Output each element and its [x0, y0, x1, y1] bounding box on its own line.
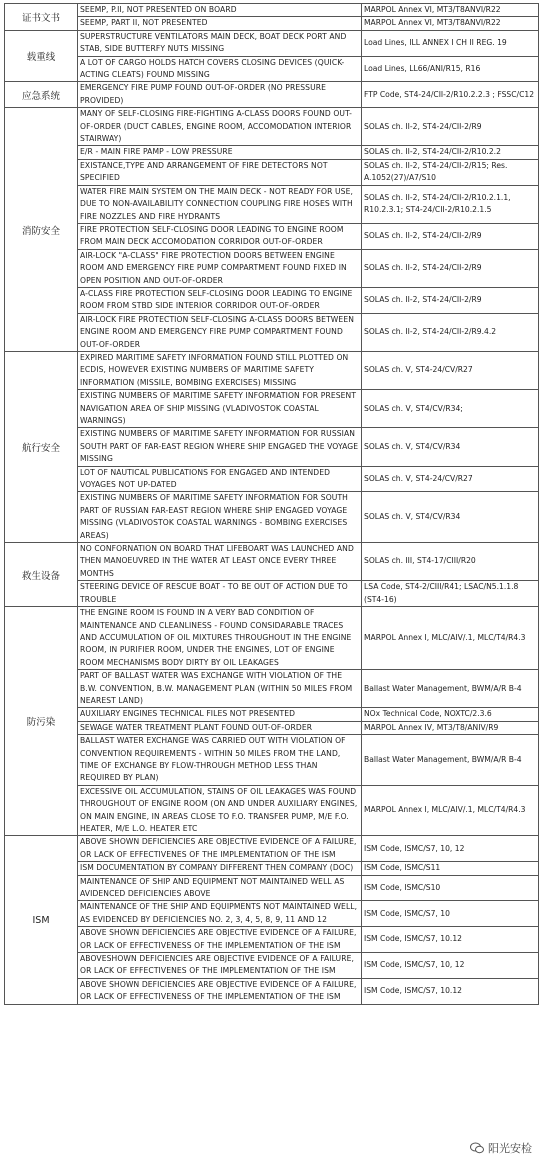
deficiency-cell: MANY OF SELF-CLOSING FIRE-FIGHTING A-CLASS DOORS FOUND OUT-OF-ORDER (DUCT CABLES, ENGINE ROOM, ACCOMODATION INTERIOR STAIRWAY)	[78, 108, 362, 146]
reference-cell: SOLAS ch. V, ST4-24/CV/R27	[362, 351, 539, 389]
reference-cell: ISM Code, ISMC/S7, 10	[362, 901, 539, 927]
reference-cell: ISM Code, ISMC/S7, 10.12	[362, 978, 539, 1004]
reference-cell: SOLAS ch. II-2, ST4-24/CII-2/R15; Res. A.1052(27)/A7/S10	[362, 159, 539, 185]
table-row	[5, 82, 539, 108]
table-row	[5, 875, 539, 901]
reference-cell: SOLAS ch. II-2, ST4-24/CII-2/R9	[362, 108, 539, 146]
deficiency-cell: STEERING DEVICE OF RESCUE BOAT - TO BE OUT OF ACTION DUE TO TROUBLE	[78, 581, 362, 607]
table-row	[5, 249, 539, 287]
deficiency-cell: MAINTENANCE OF SHIP AND EQUIPMENT NOT MAINTAINED WELL AS AVIDENCED DEFICIENCIES ABOVE	[78, 875, 362, 901]
watermark	[467, 1139, 535, 1157]
reference-cell: MARPOL Annex I, MLC/AIV/.1, MLC/T4/R4.3	[362, 785, 539, 836]
deficiency-cell: SEEMP, P.II, NOT PRESENTED ON BOARD	[78, 4, 362, 17]
category-cell: ISM	[5, 836, 78, 1004]
deficiency-cell: BALLAST WATER EXCHANGE WAS CARRIED OUT WITH VIOLATION OF CONVENTION REQUIREMENTS - WITHIN 50 MILES FROM THE LAND, TIME OF EXCHANGE BY FLOW-THROUGH METHOD LESS THAN REQUIRED BY PLAN)	[78, 735, 362, 786]
reference-cell: SOLAS ch. V, ST4/CV/R34	[362, 492, 539, 543]
table-row	[5, 223, 539, 249]
deficiency-cell: SUPERSTRUCTURE VENTILATORS MAIN DECK, BOAT DECK PORT AND STAB, SIDE BUTTERFY NUTS MISSING	[78, 30, 362, 56]
deficiency-cell: FIRE PROTECTION SELF-CLOSING DOOR LEADING TO ENGINE ROOM FROM MAIN DECK ACCOMODATION CORRIDOR OUT-OF-ORDER	[78, 223, 362, 249]
table-row	[5, 670, 539, 708]
table-row	[5, 607, 539, 670]
table-row	[5, 721, 539, 734]
deficiency-cell: EXISTING NUMBERS OF MARITIME SAFETY INFORMATION FOR SOUTH PART OF RUSSIAN FAR-EAST REGION WHERE SHIP ENGAGED VOYAGE MISSING (VLADIVOSTOK COASTAL WARNINGS - BOMBING EXERCISES AREAS)	[78, 492, 362, 543]
deficiency-table-body	[5, 4, 539, 1005]
table-row	[5, 978, 539, 1004]
deficiency-cell: ISM DOCUMENTATION BY COMPANY DIFFERENT THEN COMPANY (DOC)	[78, 862, 362, 875]
wechat-icon	[470, 1142, 484, 1154]
deficiency-cell: ABOVE SHOWN DEFICIENCIES ARE OBJECTIVE EVIDENCE OF A FAILURE, OR LACK OF EFFECTIVENES OF THE IMPLEMENTATION OF THE ISM	[78, 836, 362, 862]
reference-cell: MARPOL Annex IV, MT3/T8/ANIV/R9	[362, 721, 539, 734]
deficiency-cell: WATER FIRE MAIN SYSTEM ON THE MAIN DECK - NOT READY FOR USE, DUE TO NON-AVAILABILITY CONNECTION COUPLING FIRE HOSES WITH FIRE NOZZLES AND FIRE HYDRANTS	[78, 185, 362, 223]
table-row	[5, 785, 539, 836]
category-cell: 航行安全	[5, 351, 78, 542]
reference-cell: SOLAS ch. II-2, ST4-24/CII-2/R9	[362, 223, 539, 249]
table-row	[5, 927, 539, 953]
deficiency-cell: LOT OF NAUTICAL PUBLICATIONS FOR ENGAGED AND INTENDED VOYAGES NOT UP-DATED	[78, 466, 362, 492]
reference-cell: Ballast Water Management, BWM/A/R B-4	[362, 735, 539, 786]
table-row	[5, 390, 539, 428]
table-row	[5, 313, 539, 351]
reference-cell: SOLAS ch. II-2, ST4-24/CII-2/R9	[362, 249, 539, 287]
deficiency-cell: AIR-LOCK "A-CLASS" FIRE PROTECTION DOORS BETWEEN ENGINE ROOM AND EMERGENCY FIRE PUMP COMPARTMENT FOUND FIXED IN OPEN POSITION AND OUT-OF-ORDER	[78, 249, 362, 287]
category-cell: 载重线	[5, 30, 78, 82]
table-row	[5, 146, 539, 159]
reference-cell: SOLAS ch. II-2, ST4-24/CII-2/R10.2.1.1, R10.2.3.1; ST4-24/CII-2/R10.2.1.5	[362, 185, 539, 223]
reference-cell: Load Lines, ILL ANNEX I CH II REG. 19	[362, 30, 539, 56]
category-cell: 应急系统	[5, 82, 78, 108]
watermark-text: 阳光安检	[488, 1142, 532, 1155]
deficiency-cell: EXISTING NUMBERS OF MARITIME SAFETY INFORMATION FOR RUSSIAN SOUTH PART OF FAR-EAST REGION WHERE SHIP ENGAGED THE VOYAGE MISSING	[78, 428, 362, 466]
reference-cell: Ballast Water Management, BWM/A/R B-4	[362, 670, 539, 708]
category-cell: 消防安全	[5, 108, 78, 352]
deficiency-cell: A-CLASS FIRE PROTECTION SELF-CLOSING DOOR LEADING TO ENGINE ROOM FROM STBD SIDE INTERIOR CORRIDOR OUT-OF-ORDER	[78, 287, 362, 313]
table-row	[5, 287, 539, 313]
table-row	[5, 466, 539, 492]
reference-cell: LSA Code, ST4-2/CIII/R41; LSAC/N5.1.1.8 (ST4-16)	[362, 581, 539, 607]
table-row	[5, 581, 539, 607]
table-row	[5, 428, 539, 466]
reference-cell: MARPOL Annex I, MLC/AIV/.1, MLC/T4/R4.3	[362, 607, 539, 670]
table-row	[5, 708, 539, 721]
deficiency-cell: ABOVE SHOWN DEFICIENCIES ARE OBJECTIVE EVIDENCE OF A FAILURE, OR LACK OF EFFECTIVENESS OF THE IMPLEMENTATION OF THE ISM	[78, 978, 362, 1004]
table-row	[5, 351, 539, 389]
deficiency-cell: EXISTING NUMBERS OF MARITIME SAFETY INFORMATION FOR PRESENT NAVIGATION AREA OF SHIP MISSING (VLADIVOSTOK COASTAL WARNINGS)	[78, 390, 362, 428]
category-cell: 证书文书	[5, 4, 78, 31]
deficiency-cell: EXPIRED MARITIME SAFETY INFORMATION FOUND STILL PLOTTED ON ECDIS, HOWEVER EXISTING NUMBERS OF MARITIME SAFETY INFORMATION (MISSILE, BOMBING EXERCISES) MISSING	[78, 351, 362, 389]
table-row	[5, 159, 539, 185]
table-row	[5, 836, 539, 862]
table-row	[5, 735, 539, 786]
table-row	[5, 492, 539, 543]
deficiency-cell: NO CONFORNATION ON BOARD THAT LIFEBOART WAS LAUNCHED AND THEN MANOEUVRED IN THE WATER AT LEAST ONCE EVERY THREE MONTHS	[78, 543, 362, 581]
table-row	[5, 17, 539, 30]
reference-cell: SOLAS ch. V, ST4/CV/R34;	[362, 390, 539, 428]
reference-cell: ISM Code, ISMC/S7, 10, 12	[362, 836, 539, 862]
deficiency-cell: ABOVE SHOWN DEFICIENCIES ARE OBJECTIVE EVIDENCE OF A FAILURE, OR LACK OF EFFECTIVENESS OF THE IMPLEMENTATION OF THE ISM	[78, 927, 362, 953]
deficiency-cell: MAINTENANCE OF THE SHIP AND EQUIPMENTS NOT MAINTAINED WELL, AS EVIDENCED BY DEFICIENCIES NO. 2, 3, 4, 5, 8, 9, 11 AND 12	[78, 901, 362, 927]
deficiency-cell: EMERGENCY FIRE PUMP FOUND OUT-OF-ORDER (NO PRESSURE PROVIDED)	[78, 82, 362, 108]
table-row	[5, 56, 539, 82]
reference-cell: NOx Technical Code, NOXTC/2.3.6	[362, 708, 539, 721]
reference-cell: SOLAS ch. II-2, ST4-24/CII-2/R9	[362, 287, 539, 313]
reference-cell: SOLAS ch. V, ST4/CV/R34	[362, 428, 539, 466]
reference-cell: MARPOL Annex VI, MT3/T8ANVI/R22	[362, 17, 539, 30]
reference-cell: SOLAS ch. III, ST4-17/CIII/R20	[362, 543, 539, 581]
reference-cell: SOLAS ch. II-2, ST4-24/CII-2/R10.2.2	[362, 146, 539, 159]
reference-cell: Load Lines, LL66/ANI/R15, R16	[362, 56, 539, 82]
deficiency-cell: ABOVESHOWN DEFICIENCIES ARE OBJECTIVE EVIDENCE OF A FAILURE, OR LACK OF EFFECTIVENES OF THE IMPLEMENTATION OF THE ISM	[78, 953, 362, 979]
category-cell: 防污染	[5, 607, 78, 836]
deficiency-cell: AUXILIARY ENGINES TECHNICAL FILES NOT PRESENTED	[78, 708, 362, 721]
reference-cell: ISM Code, ISMC/S10	[362, 875, 539, 901]
table-row	[5, 185, 539, 223]
deficiency-cell: EXISTANCE,TYPE AND ARRANGEMENT OF FIRE DETECTORS NOT SPECIFIED	[78, 159, 362, 185]
deficiency-cell: THE ENGINE ROOM IS FOUND IN A VERY BAD CONDITION OF MAINTENANCE AND CLEANLINESS - FOUND CONSIDARABLE TRACES AND ACCUMULATION OF OIL MIXTURES THROUGHOUT IN THE ENGINE ROOM, IN PURIFIER ROOM, UNDER THE ENGINES, LOT OF ENGINE ROOM MECHANISMS BODY DIRTY BY OIL LEAKAGES	[78, 607, 362, 670]
table-row	[5, 108, 539, 146]
table-row	[5, 30, 539, 56]
deficiency-table	[4, 3, 539, 1005]
deficiency-cell: SEEMP, PART II, NOT PRESENTED	[78, 17, 362, 30]
reference-cell: ISM Code, ISMC/S11	[362, 862, 539, 875]
reference-cell: ISM Code, ISMC/S7, 10.12	[362, 927, 539, 953]
deficiency-cell: EXCESSIVE OIL ACCUMULATION, STAINS OF OIL LEAKAGES WAS FOUND THROUGHOUT OF ENGINE ROOM (ON AND UNDER AUXILIARY ENGINES, ON MAIN ENGINE, IN AREAS CLOSE TO F.O. TRANSFER PUMP, M/E F.O. HEATER, M/E L.O. HEATER ETC	[78, 785, 362, 836]
reference-cell: SOLAS ch. II-2, ST4-24/CII-2/R9.4.2	[362, 313, 539, 351]
reference-cell: MARPOL Annex VI, MT3/T8ANVI/R22	[362, 4, 539, 17]
reference-cell: ISM Code, ISMC/S7, 10, 12	[362, 953, 539, 979]
deficiency-cell: E/R - MAIN FIRE PAMP - LOW PRESSURE	[78, 146, 362, 159]
category-cell: 救生设备	[5, 543, 78, 607]
table-row	[5, 862, 539, 875]
reference-cell: FTP Code, ST4-24/CII-2/R10.2.2.3 ; FSSC/C12	[362, 82, 539, 108]
deficiency-cell: A LOT OF CARGO HOLDS HATCH COVERS CLOSING DEVICES (QUICK-ACTING CLEATS) FOUND MISSING	[78, 56, 362, 82]
table-row	[5, 953, 539, 979]
deficiency-cell: AIR-LOCK FIRE PROTECTION SELF-CLOSING A-CLASS DOORS BETWEEN ENGINE ROOM AND EMERGENCY FIRE PUMP COMPARTMENT FOUND OUT-OF-ORDER	[78, 313, 362, 351]
table-row	[5, 4, 539, 17]
table-row	[5, 901, 539, 927]
table-row	[5, 543, 539, 581]
deficiency-cell: SEWAGE WATER TREATMENT PLANT FOUND OUT-OF-ORDER	[78, 721, 362, 734]
deficiency-cell: PART OF BALLAST WATER WAS EXCHANGE WITH VIOLATION OF THE B.W. CONVENTION, B.W. MANAGEMENT PLAN (WITHIN 50 MILES FROM NEAREST LAND)	[78, 670, 362, 708]
reference-cell: SOLAS ch. V, ST4-24/CV/R27	[362, 466, 539, 492]
